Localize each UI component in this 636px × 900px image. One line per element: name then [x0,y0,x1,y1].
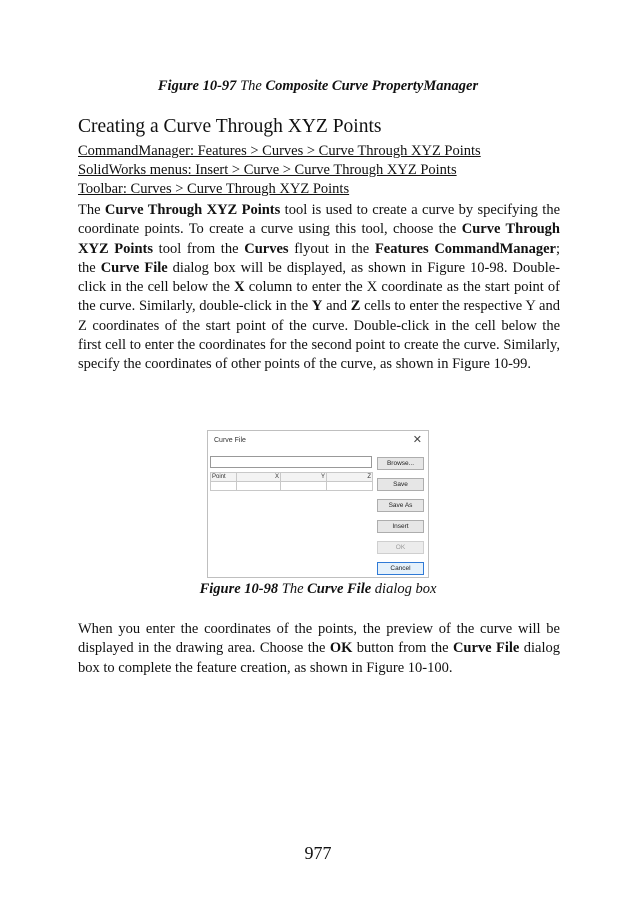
body-paragraph-1: The Curve Through XYZ Points tool is used to create a curve by specifying the coordinate points. To create a curve using this tool, choose the Curve Through XYZ Points tool from the Curves flyout in the Features CommandManager; the Curve File dialog box will be displayed, as shown in Figure 10-98. Double-click in the cell below the X column to enter the X coordinate as the start point of the curve. Similarly, double-click in the Y and Z cells to enter the respective Y and Z coordinates of the start point of the curve. Double-click in the cell below the first cell to enter the coordinates for the second point to create the curve. Similarly, specify the coordinates of other points of the curve, as shown in Figure 10-99. [78,202,561,373]
figure-number: Figure 10-97 [157,78,237,94]
close-icon[interactable]: ✕ [412,434,422,446]
nav-command-manager[interactable]: CommandManager: Features > Curves > Curve Through XYZ Points [78,143,481,159]
figure-number: Figure 10-98 [199,581,279,597]
section-heading: Creating a Curve Through XYZ Points [78,116,382,137]
x-cell[interactable] [237,482,281,491]
insert-button[interactable]: Insert [377,520,424,533]
column-header-z: Z [327,473,373,482]
save-button[interactable]: Save [377,478,424,491]
table-row[interactable] [211,482,373,491]
coordinates-table [210,472,373,491]
column-header-x: X [237,473,281,482]
nav-toolbar[interactable]: Toolbar: Curves > Curve Through XYZ Points [78,181,350,197]
curve-file-dialog [207,430,429,578]
caption-name: Composite Curve PropertyManager [265,78,479,94]
file-path-input[interactable] [210,456,372,468]
caption-name: Curve File [307,581,372,597]
save-as-button[interactable]: Save As [377,499,424,512]
z-cell[interactable] [327,482,373,491]
browse-button[interactable]: Browse... [377,457,424,470]
column-header-point: Point [211,473,237,482]
nav-solidworks-menus[interactable]: SolidWorks menus: Insert > Curve > Curve Through XYZ Points [78,162,457,178]
figure-caption-10-98 [0,581,636,598]
table-header-row [211,473,373,482]
body-paragraph-2: When you enter the coordinates of the points, the preview of the curve will be displayed in the drawing area. Choose the OK button from the Curve File dialog box to complete the feature creation, as shown in Figure 10-100. [78,621,560,676]
point-cell[interactable] [211,482,237,491]
figure-caption-10-97 [0,78,636,95]
caption-the: The [281,581,304,597]
caption-the: The [240,78,262,94]
caption-rest: dialog box [374,581,437,597]
column-header-y: Y [281,473,327,482]
cancel-button[interactable]: Cancel [377,562,424,575]
y-cell[interactable] [281,482,327,491]
page-number: 977 [304,843,332,863]
ok-button[interactable]: OK [377,541,424,554]
dialog-title: Curve File [214,437,246,444]
